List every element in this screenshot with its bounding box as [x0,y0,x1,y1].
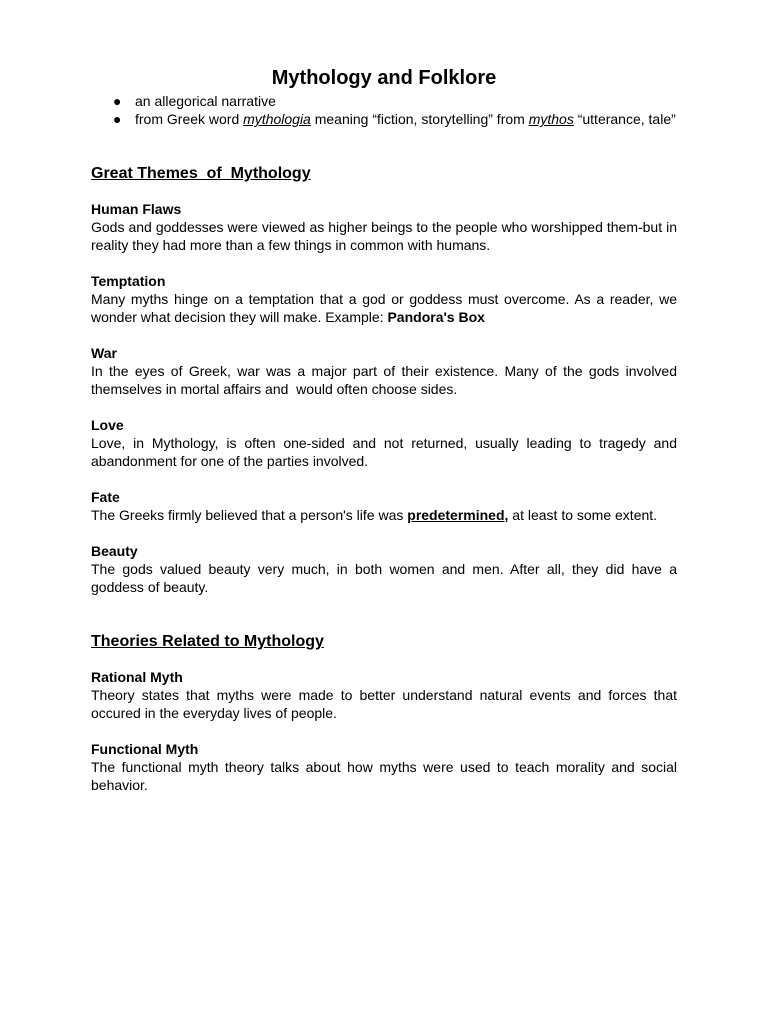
theory-title: Functional Myth [91,741,199,757]
theories-heading: Theories Related to Mythology [91,633,324,650]
fate-text-post: at least to some extent. [508,507,658,523]
term-mythos: mythos [528,111,574,127]
theme-title: Beauty [91,543,138,559]
theme-body [91,506,677,524]
etymology-text-pre: from Greek word [135,111,244,127]
document-page [91,64,681,794]
etymology-text-mid: meaning “fiction, storytelling” from [310,111,529,127]
theme-title: Love [91,417,124,433]
theory-functional-myth [91,740,677,794]
theme-body: In the eyes of Greek, war was a major part of their existence. Many of the gods involved themselves in mortal affairs and would often choose sides. [91,363,681,397]
fate-text-pre: The Greeks firmly believed that a person's life was [91,507,408,523]
term-mythologia: mythologia [243,111,311,127]
theme-title: Fate [91,489,120,505]
theory-body: Theory states that myths were made to better understand natural events and forces that occured in the everyday lives of people. [91,687,677,721]
theme-temptation [91,272,677,326]
theory-title: Rational Myth [91,669,183,685]
definition-text: an allegorical narrative [135,93,276,109]
theory-rational-myth [91,668,677,722]
theme-title: Temptation [91,273,166,289]
theme-body: Love, in Mythology, is often one-sided and not returned, usually leading to tragedy and abandonment for one of the parties involved. [91,435,677,469]
theme-fate [91,488,677,524]
theme-body: Gods and goddesses were viewed as higher beings to the people who worshipped them-but in reality they had more than a few things in common with humans. [91,219,677,253]
definition-bullet-allegorical [91,92,677,110]
term-predetermined: predetermined, [407,507,509,523]
bullet-icon: ● [113,93,122,109]
theory-body: The functional myth theory talks about how myths were used to teach morality and social behavior. [91,759,677,793]
theme-beauty [91,542,677,596]
theme-human-flaws [91,200,677,254]
document-title: Mythology and Folklore [271,67,497,89]
theme-war [91,344,681,398]
example-pandoras-box: Pandora's Box [387,309,485,325]
temptation-text: Many myths hinge on a temptation that a god or goddess must overcome. As a reader, we wonder what decision they will make. Example: [91,291,677,325]
definition-list [91,92,677,128]
themes-section [91,164,681,596]
themes-heading: Great Themes of Mythology [91,165,311,182]
bullet-icon: ● [113,111,122,127]
theories-section [91,632,677,794]
theme-body [91,290,677,326]
theme-body: The gods valued beauty very much, in both women and men. After all, they did have a goddess of beauty. [91,561,677,595]
definition-bullet-etymology [91,110,677,128]
theme-title: War [91,345,117,361]
etymology-text-post: “utterance, tale” [573,111,676,127]
theme-love [91,416,677,470]
theme-title: Human Flaws [91,201,182,217]
